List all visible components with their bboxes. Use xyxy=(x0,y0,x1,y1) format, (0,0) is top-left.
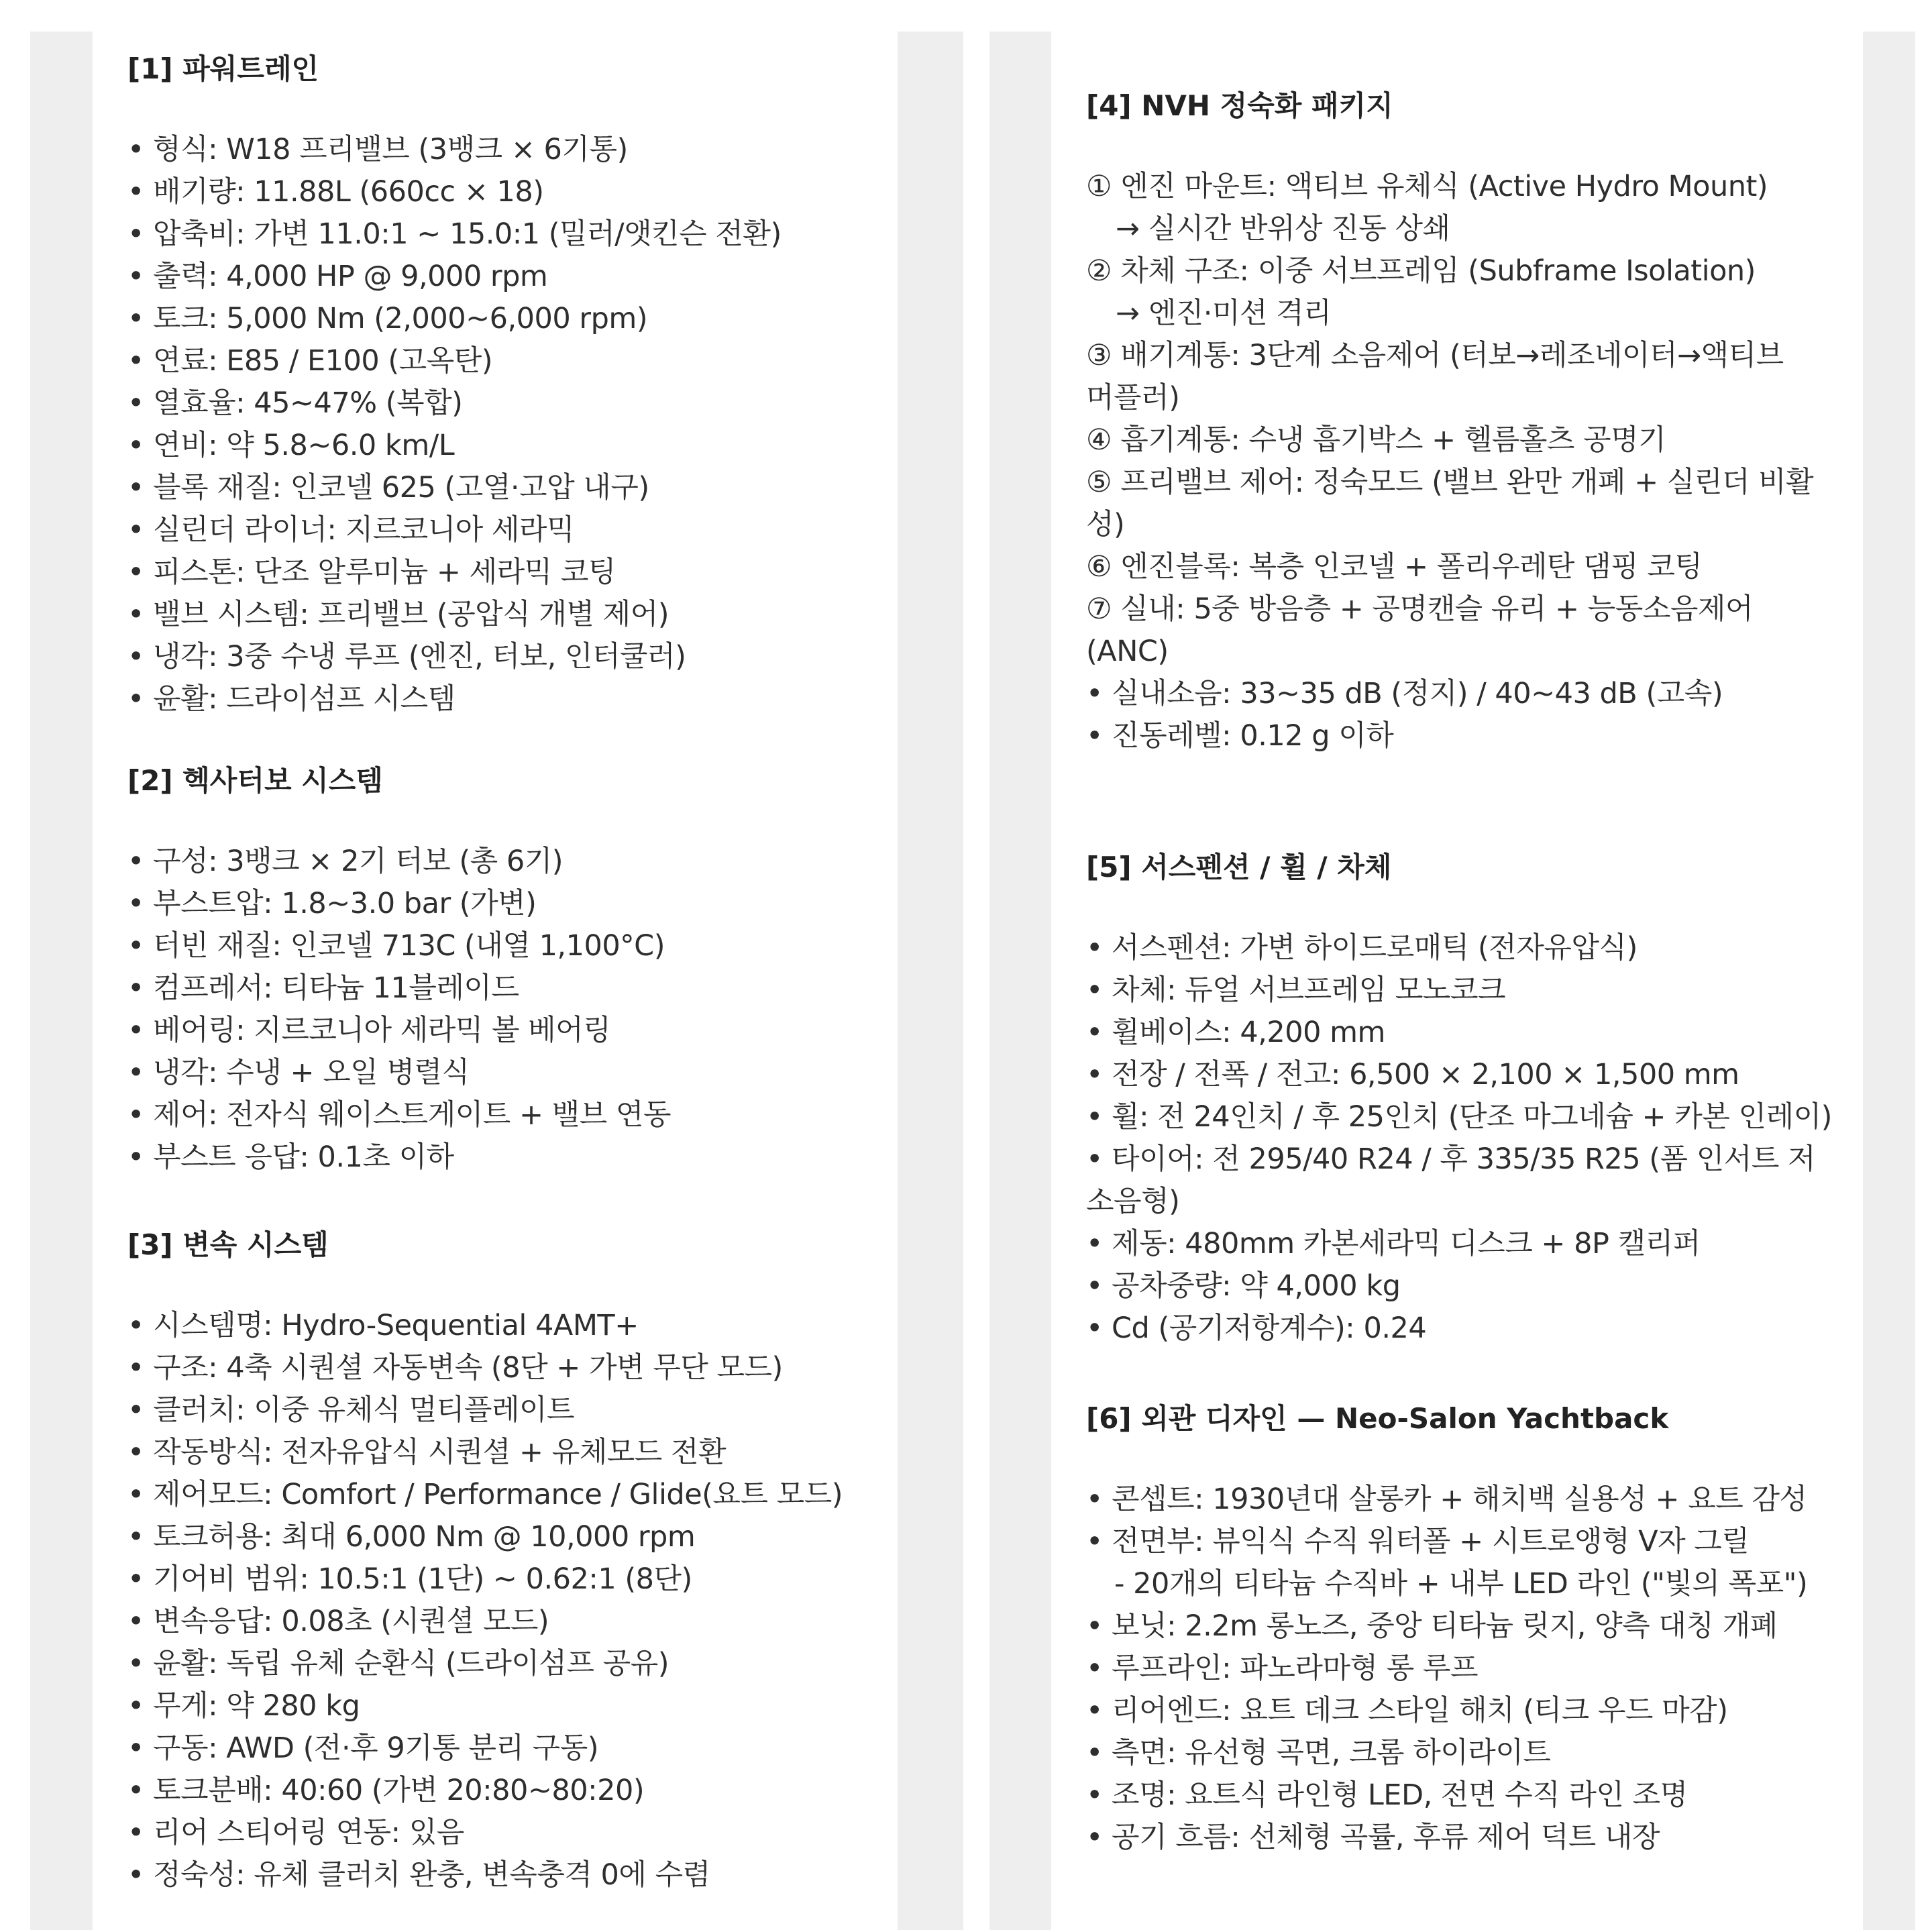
section-hexaturbo xyxy=(127,760,898,1179)
list-item: • 전면부: 뷰익식 수직 워터폴 + 시트로앵형 V자 그릴 xyxy=(1086,1525,1750,1558)
list-item: → 엔진·미션 격리 xyxy=(1116,297,1332,330)
list-item: • 기어비 범위: 10.5:1 (1단) ~ 0.62:1 (8단) xyxy=(127,1562,692,1596)
left-column xyxy=(93,32,898,1930)
list-item: 머플러) xyxy=(1086,381,1180,415)
list-item: • 밸브 시스템: 프리밸브 (공압식 개별 제어) xyxy=(127,598,669,631)
list-item: • 클러치: 이중 유체식 멀티플레이트 xyxy=(127,1393,575,1427)
list-item: ③ 배기계통: 3단계 소음제어 (터보→레조네이터→액티브 xyxy=(1086,339,1784,372)
list-item: • 토크분배: 40:60 (가변 20:80~80:20) xyxy=(127,1774,645,1807)
list-item: • 휠베이스: 4,200 mm xyxy=(1086,1016,1385,1049)
list-item: • 휠: 전 24인치 / 후 25인치 (단조 마그네슘 + 카본 인레이) xyxy=(1086,1100,1832,1134)
section-transmission xyxy=(127,1224,898,1896)
list-item: → 실시간 반위상 진동 상쇄 xyxy=(1116,212,1450,246)
list-item: • 냉각: 수냉 + 오일 병렬식 xyxy=(127,1056,470,1089)
list-item: • 터빈 재질: 인코넬 713C (내열 1,100°C) xyxy=(127,929,665,963)
list-item: • 무게: 약 280 kg xyxy=(127,1689,360,1723)
list-item: • 압축비: 가변 11.0:1 ~ 15.0:1 (밀러/앳킨슨 전환) xyxy=(127,217,782,251)
list-item: • 연비: 약 5.8~6.0 km/L xyxy=(127,429,455,462)
section-nvh xyxy=(1086,85,1863,757)
list-item: • 보닛: 2.2m 롱노즈, 중앙 티타늄 릿지, 양측 대칭 개폐 xyxy=(1086,1609,1778,1643)
list-item: • 토크허용: 최대 6,000 Nm @ 10,000 rpm xyxy=(127,1520,696,1554)
list-item: • 서스펜션: 가변 하이드로매틱 (전자유압식) xyxy=(1086,931,1638,965)
list-item: • 실린더 라이너: 지르코니아 세라믹 xyxy=(127,513,575,547)
list-item: • 루프라인: 파노라마형 롱 루프 xyxy=(1086,1652,1478,1685)
section-powertrain xyxy=(127,48,898,720)
list-item: • 조명: 요트식 라인형 LED, 전면 수직 라인 조명 xyxy=(1086,1778,1688,1812)
list-item: • 리어엔드: 요트 데크 스타일 해치 (티크 우드 마감) xyxy=(1086,1694,1728,1727)
list-item: • 리어 스티어링 연동: 있음 xyxy=(127,1816,464,1849)
section-heading: [2] 헥사터보 시스템 xyxy=(127,764,383,797)
list-item: 소음형) xyxy=(1086,1185,1180,1218)
right-column xyxy=(1051,32,1863,1930)
section-heading: [4] NVH 정숙화 패키지 xyxy=(1086,89,1393,122)
list-item: • 베어링: 지르코니아 세라믹 볼 베어링 xyxy=(127,1014,611,1047)
list-item: • 시스템명: Hydro-Sequential 4AMT+ xyxy=(127,1309,639,1342)
list-item: • 구동: AWD (전·후 9기통 분리 구동) xyxy=(127,1731,599,1765)
list-item: • 부스트압: 1.8~3.0 bar (가변) xyxy=(127,887,537,920)
section-heading: [6] 외관 디자인 — Neo-Salon Yachtback xyxy=(1086,1402,1669,1435)
list-item: • 열효율: 45~47% (복합) xyxy=(127,386,463,420)
list-item: • 연료: E85 / E100 (고옥탄) xyxy=(127,344,493,378)
list-item: • 제어: 전자식 웨이스트게이트 + 밸브 연동 xyxy=(127,1098,671,1132)
list-item: ④ 흡기계통: 수냉 흡기박스 + 헬름홀츠 공명기 xyxy=(1086,423,1666,457)
section-exterior xyxy=(1086,1398,1863,1859)
list-item: • 토크: 5,000 Nm (2,000~6,000 rpm) xyxy=(127,302,648,335)
list-item: • 차체: 듀얼 서브프레임 모노코크 xyxy=(1086,973,1506,1007)
list-item: (ANC) xyxy=(1086,635,1169,668)
list-item: • 공차중량: 약 4,000 kg xyxy=(1086,1269,1401,1303)
list-item: • 피스톤: 단조 알루미늄 + 세라믹 코팅 xyxy=(127,555,616,589)
list-item: • 공기 흐름: 선체형 곡률, 후류 제어 덕트 내장 xyxy=(1086,1821,1660,1854)
list-item: • 구조: 4축 시퀀셜 자동변속 (8단 + 가변 무단 모드) xyxy=(127,1351,783,1385)
list-item: ⑥ 엔진블록: 복층 인코넬 + 폴리우레탄 댐핑 코팅 xyxy=(1086,550,1703,584)
list-item: • 실내소음: 33~35 dB (정지) / 40~43 dB (고속) xyxy=(1086,677,1723,710)
list-item: ② 차체 구조: 이중 서브프레임 (Subframe Isolation) xyxy=(1086,254,1756,288)
list-item: • Cd (공기저항계수): 0.24 xyxy=(1086,1311,1427,1345)
section-heading: [3] 변속 시스템 xyxy=(127,1228,329,1261)
list-item: • 콘셉트: 1930년대 살롱카 + 해치백 실용성 + 요트 감성 xyxy=(1086,1483,1807,1516)
list-item: • 윤활: 독립 유체 순환식 (드라이섬프 공유) xyxy=(127,1647,669,1680)
list-item: • 부스트 응답: 0.1초 이하 xyxy=(127,1140,454,1174)
list-item: ⑦ 실내: 5중 방음층 + 공명캔슬 유리 + 능동소음제어 xyxy=(1086,592,1753,626)
list-item: • 제어모드: Comfort / Performance / Glide(요트 모드) xyxy=(127,1478,843,1511)
list-item: • 측면: 유선형 곡면, 크롬 하이라이트 xyxy=(1086,1736,1551,1770)
list-item: • 진동레벨: 0.12 g 이하 xyxy=(1086,719,1394,753)
list-item: • 전장 / 전폭 / 전고: 6,500 × 2,100 × 1,500 mm xyxy=(1086,1058,1739,1091)
list-item: • 타이어: 전 295/40 R24 / 후 335/35 R25 (폼 인서트 저 xyxy=(1086,1142,1816,1176)
list-item: ① 엔진 마운트: 액티브 유체식 (Active Hydro Mount) xyxy=(1086,170,1768,203)
list-item: • 블록 재질: 인코넬 625 (고열·고압 내구) xyxy=(127,471,649,504)
list-item: • 변속응답: 0.08초 (시퀀셜 모드) xyxy=(127,1605,549,1638)
list-item: • 작동방식: 전자유압식 시퀀셜 + 유체모드 전환 xyxy=(127,1436,727,1469)
list-item: 성) xyxy=(1086,508,1125,541)
list-item: • 형식: W18 프리밸브 (3뱅크 × 6기통) xyxy=(127,133,628,166)
list-item: • 정숙성: 유체 클러치 완충, 변속충격 0에 수렴 xyxy=(127,1858,710,1892)
list-item: - 20개의 티타늄 수직바 + 내부 LED 라인 ("빛의 폭포") xyxy=(1114,1567,1808,1601)
list-item: • 배기량: 11.88L (660cc × 18) xyxy=(127,175,544,209)
list-item: • 제동: 480mm 카본세라믹 디스크 + 8P 캘리퍼 xyxy=(1086,1227,1701,1260)
list-item: • 출력: 4,000 HP @ 9,000 rpm xyxy=(127,260,548,293)
list-item: • 윤활: 드라이섬프 시스템 xyxy=(127,682,455,716)
list-item: • 컴프레서: 티타늄 11블레이드 xyxy=(127,971,519,1005)
list-item: • 냉각: 3중 수냉 루프 (엔진, 터보, 인터쿨러) xyxy=(127,640,686,674)
list-item: • 구성: 3뱅크 × 2기 터보 (총 6기) xyxy=(127,845,564,878)
section-suspension xyxy=(1086,847,1863,1350)
section-heading: [1] 파워트레인 xyxy=(127,52,319,85)
list-item: ⑤ 프리밸브 제어: 정숙모드 (밸브 완만 개폐 + 실린더 비활 xyxy=(1086,466,1814,499)
section-heading: [5] 서스펜션 / 휠 / 차체 xyxy=(1086,851,1392,883)
